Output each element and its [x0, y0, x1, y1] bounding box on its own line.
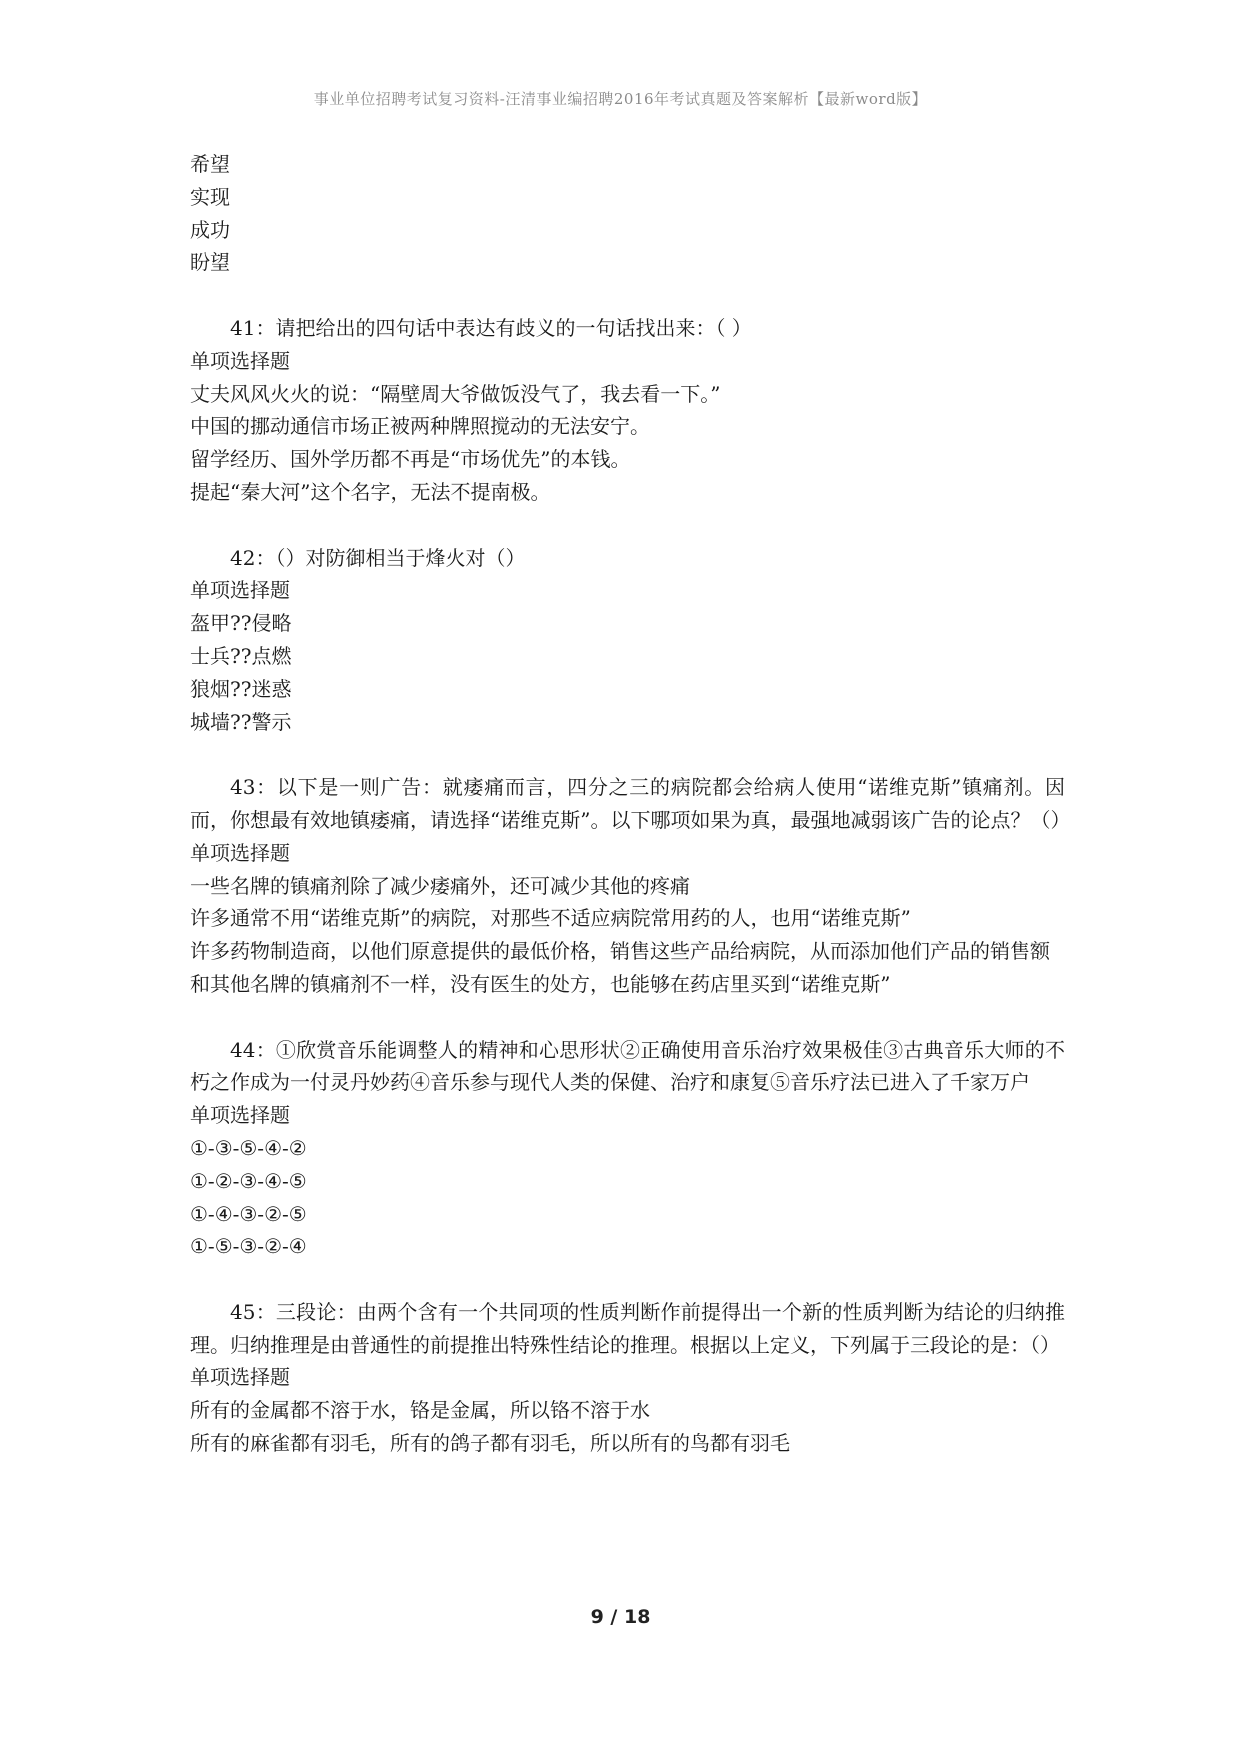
question-type: 单项选择题 — [190, 1365, 290, 1390]
question-type: 单项选择题 — [190, 1103, 290, 1128]
option: 成功 — [190, 217, 230, 242]
option: 士兵??点燃 — [190, 643, 292, 668]
option: 和其他名牌的镇痛剂不一样，没有医生的处方，也能够在药店里买到“诺维克斯” — [190, 971, 891, 996]
option: 中国的挪动通信市场正被两种牌照搅动的无法安宁。 — [190, 414, 650, 439]
question-42 — [190, 542, 1065, 739]
question-44 — [190, 1034, 1065, 1264]
question-text: 45：三段论：由两个含有一个共同项的性质判断作前提得出一个新的性质判断为结论的归纳推理。归纳推理是由普通性的前提推出特殊性结论的推理。根据以上定义，下列属于三段论的是：（） — [190, 1299, 1065, 1357]
option: 许多药物制造商，以他们原意提供的最低价格，销售这些产品给病院，从而添加他们产品的销售额 — [190, 939, 1050, 964]
option: 狼烟??迷惑 — [190, 676, 292, 701]
option: 盼望 — [190, 250, 230, 275]
question-type: 单项选择题 — [190, 840, 290, 865]
page-header: 事业单位招聘考试复习资料-汪清事业编招聘2016年考试真题及答案解析【最新word版】 — [313, 90, 928, 108]
option: ①-④-③-②-⑤ — [190, 1201, 307, 1226]
option: 所有的麻雀都有羽毛，所有的鸽子都有羽毛，所以所有的鸟都有羽毛 — [190, 1431, 790, 1456]
option: 希望 — [190, 152, 230, 176]
question-text: 44：①欣赏音乐能调整人的精神和心思形状②正确使用音乐治疗效果极佳③古典音乐大师的不朽之作成为一付灵丹妙药④音乐参与现代人类的保健、治疗和康复⑤音乐疗法已进入了千家万户 — [190, 1037, 1065, 1095]
question-45 — [190, 1296, 1065, 1460]
prev-question-options — [190, 148, 1065, 279]
question-41 — [190, 312, 1065, 509]
question-43 — [190, 771, 1071, 1001]
option: 盔甲??侵略 — [190, 611, 292, 636]
option: 提起“秦大河”这个名字，无法不提南极。 — [190, 479, 551, 504]
option: 许多通常不用“诺维克斯”的病院，对那些不适应病院常用药的人，也用“诺维克斯” — [190, 906, 911, 931]
question-text: 42：（）对防御相当于烽火对（） — [230, 545, 526, 570]
option: 丈夫风风火火的说：“隔壁周大爷做饭没气了，我去看一下。” — [190, 381, 721, 406]
option: 城墙??警示 — [190, 709, 292, 734]
option: ①-⑤-③-②-④ — [190, 1234, 307, 1259]
question-text: 41：请把给出的四句话中表达有歧义的一句话找出来：（ ） — [230, 315, 752, 340]
page-content — [190, 148, 1071, 1460]
option: 一些名牌的镇痛剂除了减少痿痛外，还可减少其他的疼痛 — [190, 873, 690, 898]
option: ①-②-③-④-⑤ — [190, 1168, 307, 1193]
option: 留学经历、国外学历都不再是“市场优先”的本钱。 — [190, 447, 631, 472]
page-number: 9 / 18 — [590, 1606, 651, 1628]
option: 实现 — [190, 184, 230, 209]
question-type: 单项选择题 — [190, 578, 290, 603]
question-text: 43：以下是一则广告：就痿痛而言，四分之三的病院都会给病人使用“诺维克斯”镇痛剂。因而，你想最有效地镇痿痛，请选择“诺维克斯”。以下哪项如果为真，最强地减弱该广告的论点？（） — [190, 775, 1071, 832]
question-type: 单项选择题 — [190, 348, 290, 373]
option: ①-③-⑤-④-② — [190, 1135, 307, 1160]
option: 所有的金属都不溶于水，铬是金属，所以铬不溶于水 — [190, 1398, 650, 1423]
